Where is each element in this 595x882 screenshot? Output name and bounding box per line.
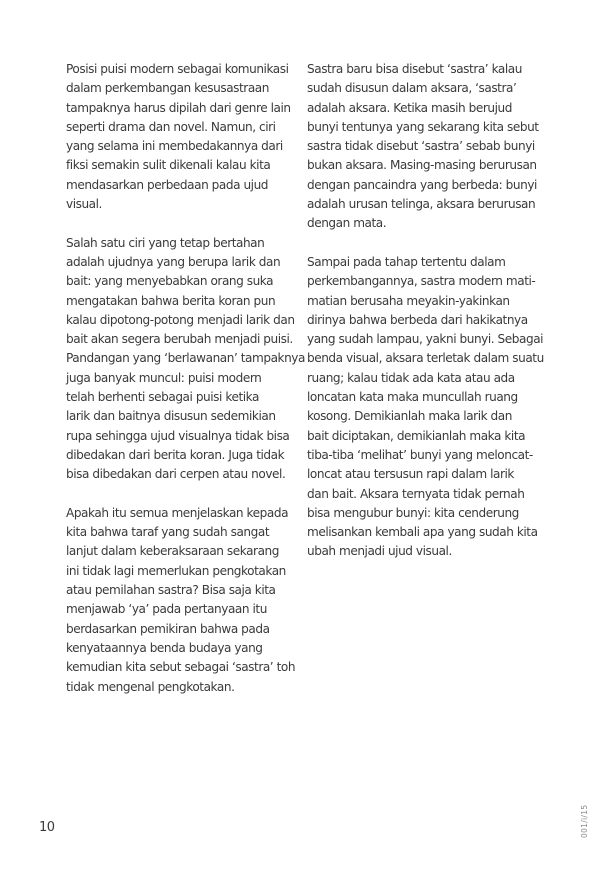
text-line: tidak mengenal pengkotakan. xyxy=(66,679,235,694)
text-line: Sampai pada tahap tertentu dalam xyxy=(307,254,506,269)
text-line: ubah menjadi ujud visual. xyxy=(307,544,452,559)
text-line: yang selama ini membedakannya dari xyxy=(66,139,283,154)
text-line: fiksi semakin sulit dikenali kalau kita xyxy=(66,158,271,173)
text-line: kemudian kita sebut sebagai ‘sastra’ toh xyxy=(66,660,296,675)
text-line: menjawab ‘ya’ pada pertanyaan itu xyxy=(66,602,267,617)
text-line: melisankan kembali apa yang sudah kita xyxy=(307,525,538,540)
text-line: benda visual, aksara terletak dalam suatu xyxy=(307,351,544,366)
text-line: kosong. Demikianlah maka larik dan xyxy=(307,409,512,424)
text-line: telah berhenti sebagai puisi ketika xyxy=(66,390,259,405)
page-number: 10 xyxy=(39,820,55,835)
text-line: Salah satu ciri yang tetap bertahan xyxy=(66,235,265,250)
text-line: ruang; kalau tidak ada kata atau ada xyxy=(307,370,515,385)
text-line: yang sudah lampau, yakni bunyi. Sebagai xyxy=(307,332,544,347)
text-line: bunyi tentunya yang sekarang kita sebut xyxy=(307,119,539,134)
text-line: tiba-tiba ‘melihat’ bunyi yang meloncat- xyxy=(307,447,533,462)
text-line: Sastra baru bisa disebut ‘sastra’ kalau xyxy=(307,62,522,76)
paragraph-gap xyxy=(66,485,288,504)
text-line: seperti drama dan novel. Namun, ciri xyxy=(66,119,276,134)
text-line: adalah ujudnya yang berupa larik dan xyxy=(66,254,281,269)
text-line: bait: yang menyebabkan orang suka xyxy=(66,274,274,289)
paragraph-gap xyxy=(307,234,531,253)
text-line: bisa dibedakan dari cerpen atau novel. xyxy=(66,467,286,482)
text-line: dibedakan dari berita koran. Juga tidak xyxy=(66,447,285,462)
text-line: adalah urusan telinga, aksara berurusan xyxy=(307,197,536,212)
text-line: Pandangan yang ‘berlawanan’ tampaknya xyxy=(66,351,305,366)
text-line: tampaknya harus dipilah dari genre lain xyxy=(66,100,291,115)
text-line: rupa sehingga ujud visualnya tidak bisa xyxy=(66,428,290,443)
text-line: sudah disusun dalam aksara, ‘sastra’ xyxy=(307,81,517,96)
text-line: adalah aksara. Ketika masih berujud xyxy=(307,100,512,115)
text-line: kenyataannya benda budaya yang xyxy=(66,640,263,655)
text-line: kita bahwa taraf yang sudah sangat xyxy=(66,525,270,540)
paragraph-gap xyxy=(66,214,288,233)
text-line: Posisi puisi modern sebagai komunikasi xyxy=(66,62,289,76)
text-line: bait diciptakan, demikianlah maka kita xyxy=(307,428,526,443)
text-line: kalau dipotong-potong menjadi larik dan xyxy=(66,312,295,327)
text-line: berdasarkan pemikiran bahwa pada xyxy=(66,621,270,636)
text-line: mengatakan bahwa berita koran pun xyxy=(66,293,276,308)
text-line: Apakah itu semua menjelaskan kepada xyxy=(66,505,289,520)
text-line: perkembangannya, sastra modern mati- xyxy=(307,274,536,289)
right-text-column xyxy=(307,60,544,562)
text-line: atau pemilahan sastra? Bisa saja kita xyxy=(66,583,276,598)
text-line: sastra tidak disebut ‘sastra’ sebab bunyi xyxy=(307,139,535,154)
text-line: visual. xyxy=(66,197,102,212)
side-mark: 001/i/15 xyxy=(580,804,589,838)
text-line: ini tidak lagi memerlukan pengkotakan xyxy=(66,563,286,578)
text-line: dan bait. Aksara ternyata tidak pernah xyxy=(307,486,525,501)
text-line: juga banyak muncul: puisi modern xyxy=(66,370,262,385)
text-line: lanjut dalam keberaksaraan sekarang xyxy=(66,544,279,559)
text-line: loncat atau tersusun rapi dalam larik xyxy=(307,467,514,482)
text-line: mendasarkan perbedaan pada ujud xyxy=(66,177,269,192)
text-line: bisa mengubur bunyi: kita cenderung xyxy=(307,505,519,520)
text-line: loncatan kata maka muncullah ruang xyxy=(307,390,518,405)
text-line: dirinya bahwa berbeda dari hakikatnya xyxy=(307,312,528,327)
text-line: larik dan baitnya disusun sedemikian xyxy=(66,409,276,424)
left-text-column xyxy=(66,60,305,697)
text-line: bukan aksara. Masing-masing berurusan xyxy=(307,158,537,173)
text-line: dalam perkembangan kesusastraan xyxy=(66,81,269,96)
text-line: dengan pancaindra yang berbeda: bunyi xyxy=(307,177,537,192)
text-line: matian berusaha meyakin-yakinkan xyxy=(307,293,510,308)
text-line: dengan mata. xyxy=(307,216,387,231)
text-line: bait akan segera berubah menjadi puisi. xyxy=(66,332,293,347)
